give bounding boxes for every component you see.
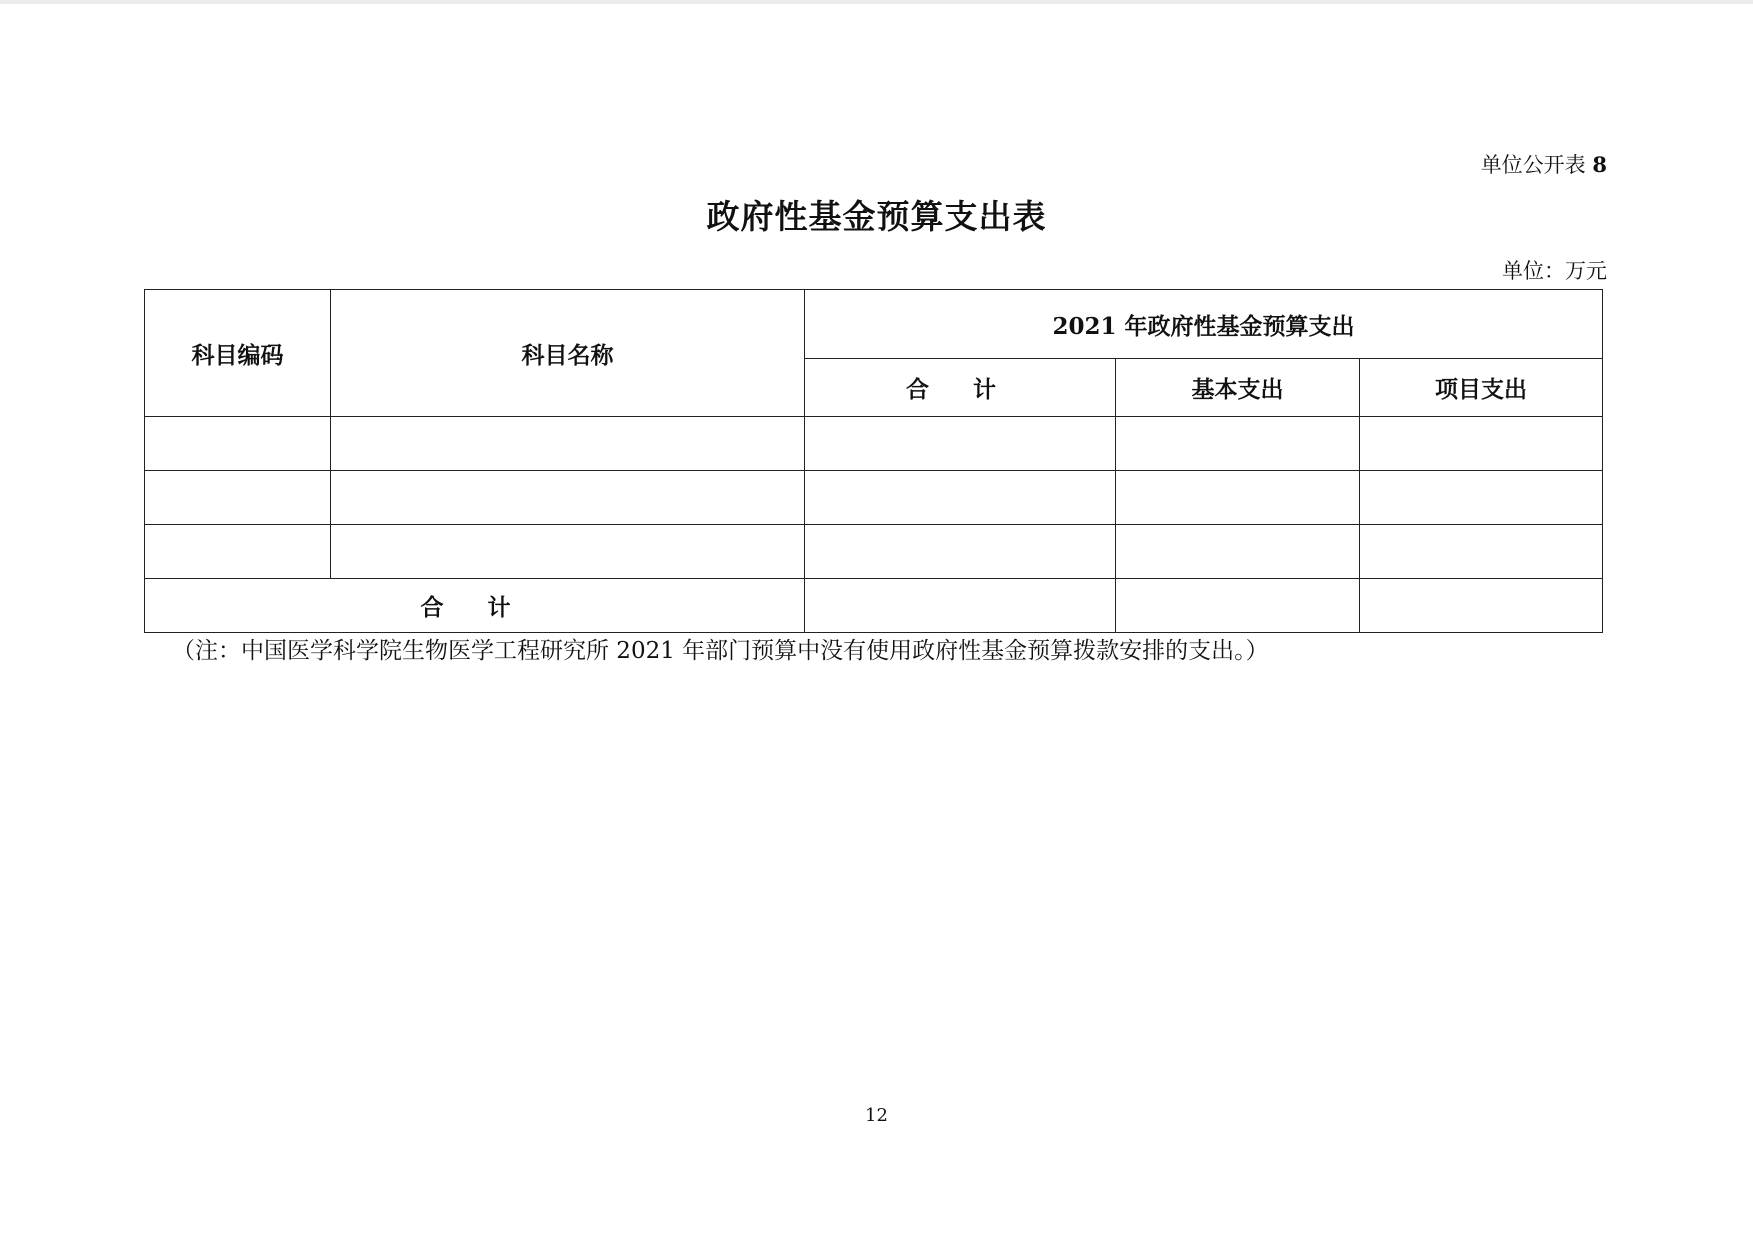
cell-name (331, 525, 805, 579)
cell-basic (1116, 471, 1360, 525)
cell-basic (1116, 525, 1360, 579)
footnote: （注：中国医学科学院生物医学工程研究所 2021 年部门预算中没有使用政府性基金预算拨款安排的支出。） (172, 638, 1269, 664)
header-project-expenditure: 项目支出 (1360, 359, 1603, 417)
header-row-1 (145, 290, 1603, 359)
header-basic-expenditure: 基本支出 (1116, 359, 1360, 417)
page-number: 12 (865, 1105, 888, 1126)
table-identifier (1481, 152, 1607, 178)
cell-project (1360, 471, 1603, 525)
table-row (145, 525, 1603, 579)
cell-total (805, 471, 1116, 525)
total-row-label: 合 计 (145, 579, 805, 633)
header-subject-code: 科目编码 (145, 290, 331, 417)
page-title: 政府性基金预算支出表 (706, 197, 1047, 236)
table-row (145, 417, 1603, 471)
header-total: 合 计 (805, 359, 1116, 417)
cell-code (145, 417, 331, 471)
cell-total (805, 525, 1116, 579)
total-row-total (805, 579, 1116, 633)
cell-name (331, 417, 805, 471)
cell-basic (1116, 417, 1360, 471)
unit-label: 单位：万元 (1502, 259, 1607, 283)
total-row (145, 579, 1603, 633)
cell-code (145, 525, 331, 579)
cell-project (1360, 417, 1603, 471)
cell-total (805, 417, 1116, 471)
total-row-project (1360, 579, 1603, 633)
table-id-prefix: 单位公开表 (1480, 153, 1586, 177)
cell-code (145, 471, 331, 525)
budget-table (144, 289, 1603, 633)
cell-project (1360, 525, 1603, 579)
table-row (145, 471, 1603, 525)
total-row-basic (1116, 579, 1360, 633)
scan-top-edge (0, 0, 1753, 4)
header-2021-fund-expenditure: 2021 年政府性基金预算支出 (805, 290, 1603, 359)
table-id-number: 8 (1592, 152, 1607, 177)
header-subject-name: 科目名称 (331, 290, 805, 417)
cell-name (331, 471, 805, 525)
